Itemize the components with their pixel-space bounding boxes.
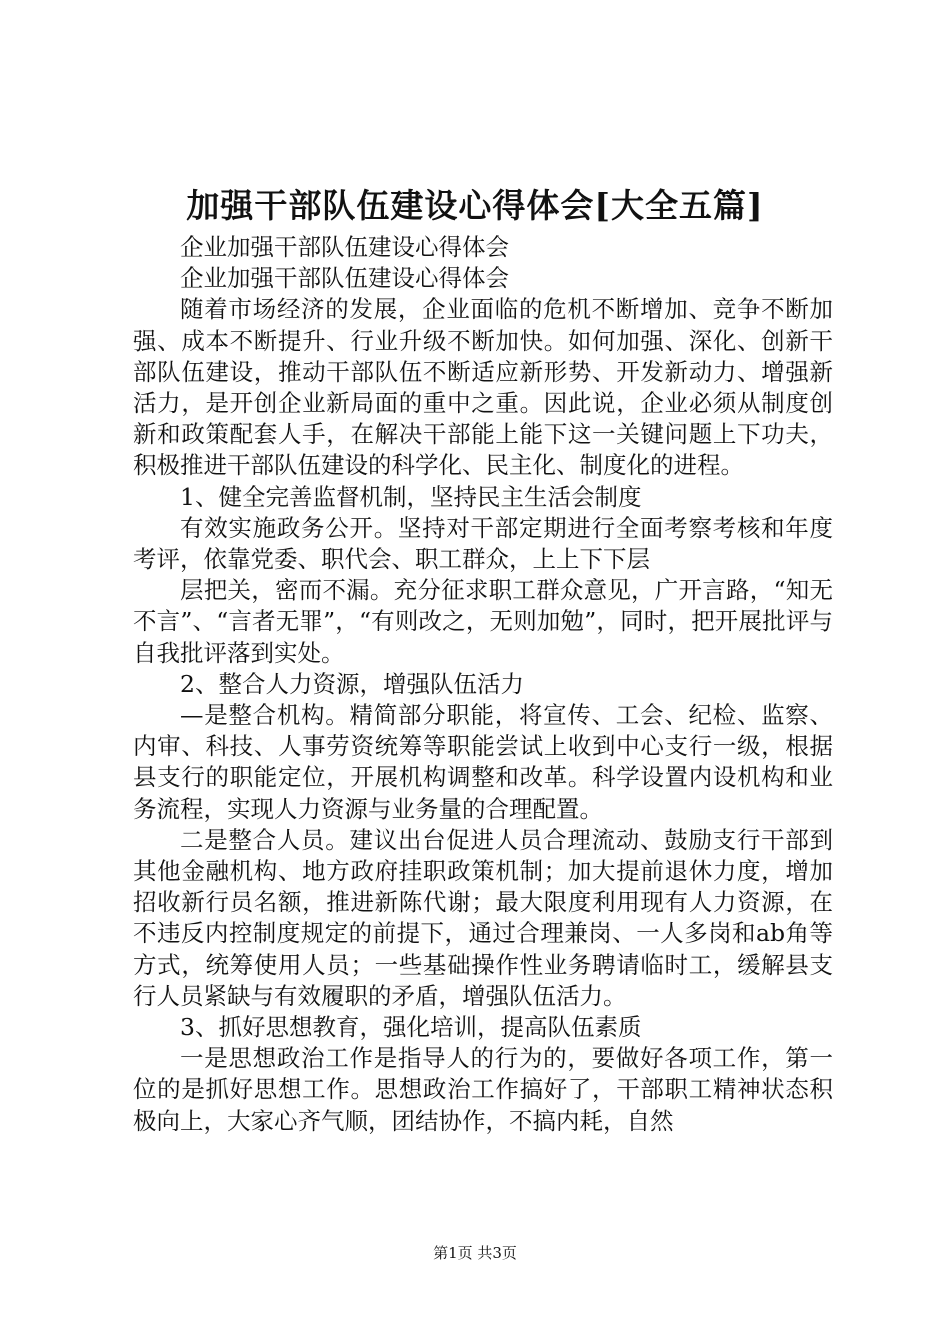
body-paragraph: 随着市场经济的发展，企业面临的危机不断增加、竞争不断加强、成本不断提升、行业升级不断加快。如何加强、深化、创新干部队伍建设，推动干部队伍不断适应新形势、开发新动力、增强新活力，是开创企业新局面的重中之重。因此说，企业必须从制度创新和政策配套人手，在解决干部能上能下这一关键问题上下功夫，积极推进干部队伍建设的科学化、民主化、制度化的进程。	[133, 295, 833, 480]
body-paragraph: —是整合机构。精简部分职能，将宣传、工会、纪检、监察、内审、科技、人事劳资统筹等职能尝试上收到中心支行一级，根据县支行的职能定位，开展机构调整和改革。科学设置内设机构和业务流程，实现人力资源与业务量的合理配置。	[133, 701, 833, 823]
body-paragraph: 层把关，密而不漏。充分征求职工群众意见，广开言路，“知无不言”、“言者无罪”，“有则改之，无则加勉”，同时，把开展批评与自我批评落到实处。	[133, 576, 833, 667]
body-paragraph: 有效实施政务公开。坚持对干部定期进行全面考察考核和年度考评，依靠党委、职代会、职工群众，上上下下层	[133, 513, 833, 574]
subtitle-paragraph: 企业加强干部队伍建设心得体会	[180, 233, 509, 261]
section-heading: 3、抓好思想教育，强化培训，提高队伍素质	[180, 1013, 642, 1042]
section-heading: 1、健全完善监督机制，坚持民主生活会制度	[180, 482, 642, 511]
body-paragraph: 二是整合人员。建议出台促进人员合理流动、鼓励支行干部到其他金融机构、地方政府挂职政策机制；加大提前退休力度，增加招收新行员名额，推进新陈代谢；最大限度利用现有人力资源，在不违反内控制度规定的前提下，通过合理兼岗、一人多岗和ab角等方式，统筹使用人员；一些基础操作性业务聘请临时工，缓解县支行人员紧缺与有效履职的矛盾，增强队伍活力。	[133, 825, 833, 1010]
section-heading: 2、整合人力资源，增强队伍活力	[180, 669, 524, 698]
page-number-footer: 第1页 共3页	[433, 1244, 517, 1262]
document-body	[133, 232, 833, 1137]
document-title: 加强干部队伍建设心得体会[大全五篇]	[186, 186, 764, 225]
body-paragraph: 一是思想政治工作是指导人的行为的，要做好各项工作，第一位的是抓好思想工作。思想政治工作搞好了，干部职工精神状态积极向上，大家心齐气顺，团结协作，不搞内耗，自然	[133, 1044, 833, 1135]
subtitle-paragraph: 企业加强干部队伍建设心得体会	[180, 264, 509, 293]
